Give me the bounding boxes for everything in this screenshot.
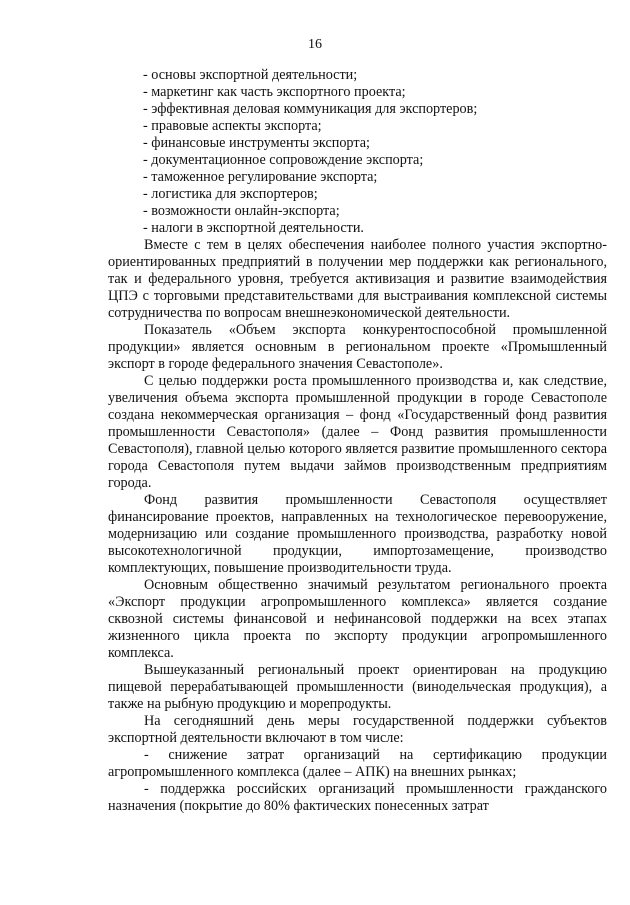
list-item: - налоги в экспортной деятельности.: [143, 220, 364, 236]
list-item: - возможности онлайн-экспорта;: [143, 203, 340, 219]
list-item: - маркетинг как часть экспортного проекта;: [143, 84, 406, 100]
paragraph: На сегодняшний день меры государственной поддержки субъектов экспортной деятельности включают в том числе:: [108, 713, 607, 746]
paragraph: Фонд развития промышленности Севастополя осуществляет финансирование проектов, направленных на технологическое перевооружение, модернизацию или создание промышленного производства, разработку новой высокотехнологичной продукции, импортозамещение, производство комплектующих, повышение производительности труда.: [108, 492, 607, 576]
list-item: - таможенное регулирование экспорта;: [143, 169, 378, 185]
list-item: - финансовые инструменты экспорта;: [143, 135, 370, 151]
paragraph: Вышеуказанный региональный проект ориентирован на продукцию пищевой перерабатывающей промышленности (винодельческая продукция), а также на рыбную продукцию и морепродукты.: [108, 662, 607, 712]
paragraph: С целью поддержки роста промышленного производства и, как следствие, увеличения объема экспорта промышленной продукции в городе Севастополе создана некоммерческая организация – фонд «Государственный фонд развития промышленности Севастополя» (далее – Фонд развития промышленности Севастополя), главной целью которого является развитие промышленного сектора города Севастополя путем выдачи займов производственным предприятиям города.: [108, 373, 607, 491]
list-item: - документационное сопровождение экспорта;: [143, 152, 424, 168]
list-item: - основы экспортной деятельности;: [143, 67, 358, 83]
list-item: - правовые аспекты экспорта;: [143, 118, 322, 134]
page-content: [108, 67, 607, 815]
list-item: - логистика для экспортеров;: [143, 186, 318, 202]
paragraph: Основным общественно значимый результатом регионального проекта «Экспорт продукции агропромышленного комплекса» является создание сквозной системы финансовой и нефинансовой поддержки на всех этапах жизненного цикла проекта по экспорту продукции агропромышленного комплекса.: [108, 577, 607, 661]
support-measure-item: - снижение затрат организаций на сертификацию продукции агропромышленного комплекса (далее – АПК) на внешних рынках;: [108, 747, 607, 780]
support-measure-item: - поддержка российских организаций промышленности гражданского назначения (покрытие до 80% фактических понесенных затрат: [108, 781, 607, 814]
paragraph: Вместе с тем в целях обеспечения наиболее полного участия экспортно-ориентированных предприятий в получении мер поддержки как регионального, так и федерального уровня, требуется активизация и развитие взаимодействия ЦПЭ с торговыми представительствами для выстраивания комплексной системы сотрудничества по вопросам внешнеэкономической деятельности.: [108, 237, 607, 321]
export-topics-list: [108, 67, 607, 237]
paragraph: Показатель «Объем экспорта конкурентоспособной промышленной продукции» является основным в региональном проекте «Промышленный экспорт в городе федерального значения Севастополе».: [108, 322, 607, 372]
list-item: - эффективная деловая коммуникация для экспортеров;: [143, 101, 478, 117]
page-number: 16: [308, 37, 322, 52]
